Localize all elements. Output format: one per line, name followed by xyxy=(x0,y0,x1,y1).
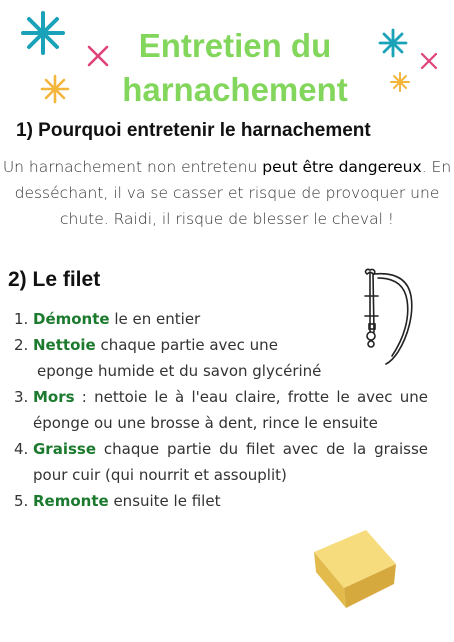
intro-text-end: . En desséchant, il va se casser et risque de provoquer une chute. Raidi, il risque de blesser le cheval ! xyxy=(14,158,452,228)
step-text-continued: eponge humide et du savon glycériné xyxy=(37,362,322,380)
intro-paragraph xyxy=(2,154,452,232)
list-item xyxy=(14,436,428,488)
step-keyword: Remonte xyxy=(33,492,109,510)
section-heading-why: 1) Pourquoi entretenir le harnachement xyxy=(16,120,371,141)
star-teal-icon xyxy=(378,28,408,58)
step-text: chaque partie avec une xyxy=(95,336,278,354)
step-number: 4. xyxy=(14,440,29,458)
step-text: : nettoie le à l'eau claire, frotte le avec une éponge ou une brosse à dent, rince le ensuite xyxy=(33,388,428,432)
step-keyword: Nettoie xyxy=(33,336,96,354)
star-teal-icon xyxy=(20,10,66,56)
step-keyword: Graisse xyxy=(33,440,97,458)
list-item xyxy=(14,384,428,436)
step-keyword: Mors xyxy=(33,388,75,406)
step-text: ensuite le filet xyxy=(108,492,221,510)
step-number: 2. xyxy=(14,336,29,354)
step-text: chaque partie du filet avec de la graisse pour cuir (qui nourrit et assouplit) xyxy=(33,440,428,484)
list-item xyxy=(14,488,428,514)
list-item xyxy=(14,306,428,332)
step-keyword: Démonte xyxy=(33,310,110,328)
sponge-icon xyxy=(308,524,400,612)
step-number: 5. xyxy=(14,492,29,510)
intro-text-start: Un harnachement non entretenu xyxy=(2,158,263,176)
step-text: le en entier xyxy=(109,310,201,328)
section-heading-filet: 2) Le filet xyxy=(8,268,101,291)
list-item xyxy=(14,332,428,384)
step-number: 3. xyxy=(14,388,29,406)
intro-text-bold: peut être dangereux xyxy=(262,158,422,176)
star-yellow-icon xyxy=(40,74,70,104)
cross-pink-icon xyxy=(420,52,438,70)
page-title: Entretien du harnachement xyxy=(122,27,348,108)
star-yellow-icon xyxy=(390,72,410,92)
step-number: 1. xyxy=(14,310,29,328)
steps-list xyxy=(14,306,428,514)
